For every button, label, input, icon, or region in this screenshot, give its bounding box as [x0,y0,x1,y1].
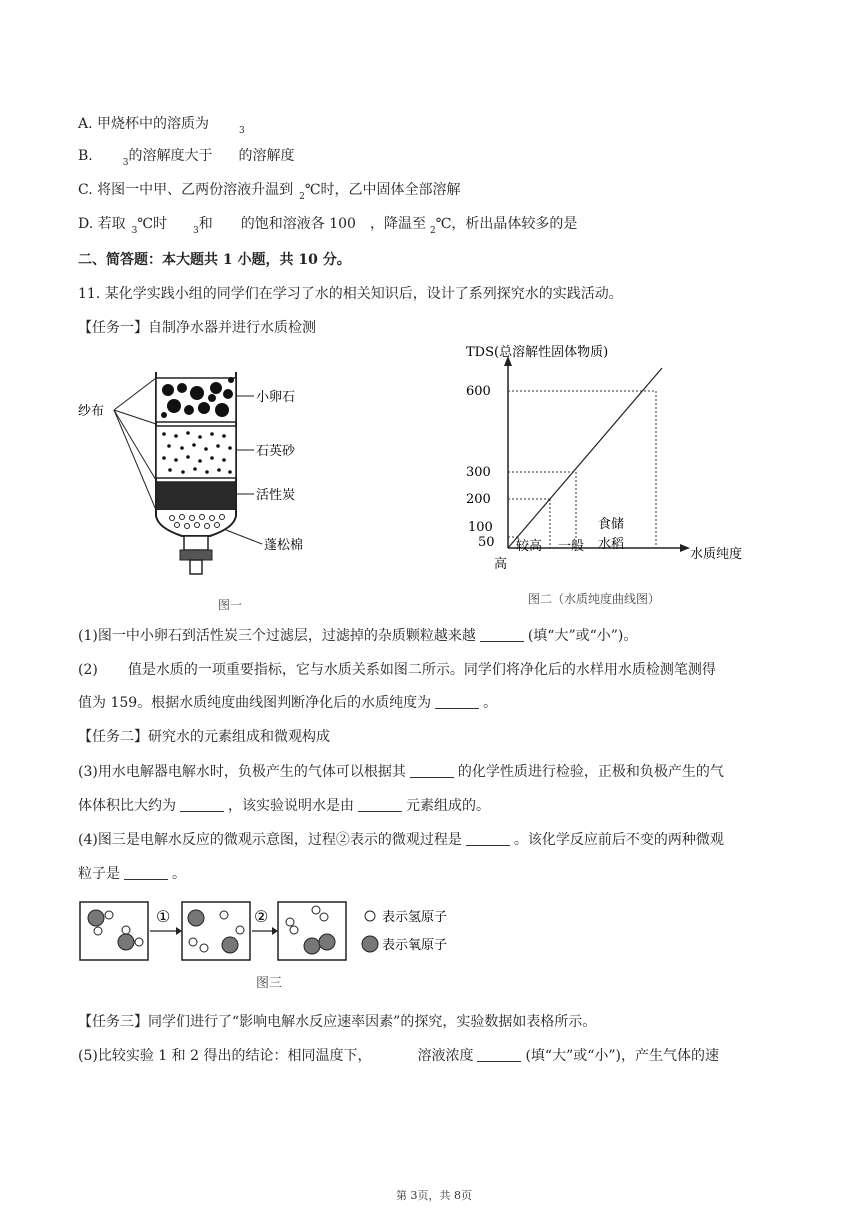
question-2-line-2 [78,693,497,713]
tick-300: 300 [466,465,491,480]
subscript: 3 [122,158,129,168]
option-d-text: ℃时 [137,216,168,232]
q3-text: (3)用水电解器电解水时，负极产生的气体可以根据其 [78,764,406,780]
option-b-label: B. [78,148,93,164]
answer-blank[interactable] [180,797,224,812]
label-carbon: 活性炭 [256,488,296,503]
q5-text-end: (填“大”或“小”)，产生气体的速 [525,1048,720,1064]
question-4 [78,830,724,850]
option-c [78,180,461,202]
q2-text: 值是水质的一项重要指标，它与水质关系如图二所示。同学们将净化后的水样用水质检测笔测得 [127,662,716,678]
answer-blank[interactable] [480,627,524,642]
task-1-heading: 【任务一】自制净水器并进行水质检测 [78,320,316,336]
figure-1-caption: 图一 [218,598,243,612]
subscript: 2 [429,226,436,236]
q3-text-2: 体体积比大约为 [78,798,176,814]
figure-2-caption: 图二（水质纯度曲线图） [528,592,661,606]
question-5 [78,1046,719,1066]
label-pebble: 小卵石 [256,390,296,405]
option-b [78,146,294,168]
question-1 [78,626,637,646]
answer-blank[interactable] [477,1047,521,1062]
zone-food-line1: 食储 [598,517,625,532]
q3-text-end: 元素组成的。 [406,798,490,814]
option-d [78,214,577,236]
q3-text-3: ，该实验说明水是由 [228,798,354,814]
legend-oxygen: 表示氧原子 [382,938,448,953]
figure-2-tds-chart [460,342,780,582]
tick-50: 50 [478,535,495,550]
option-c-text: C. 将图一中甲、乙两份溶液升温到 [78,182,294,198]
tick-100: 100 [468,520,493,535]
page-footer: 第 3页，共 8页 [396,1189,472,1202]
q4-text: (4)图三是电解水反应的微观示意图，过程②表示的微观过程是 [78,832,462,848]
answer-blank[interactable] [466,831,510,846]
q1-text-end: (填“大”或“小”)。 [527,628,638,644]
option-d-text: 的饱和溶液各 100 [240,216,356,232]
legend-hydrogen: 表示氢原子 [382,910,448,925]
answer-blank[interactable] [358,797,402,812]
option-d-text-end: ℃，析出晶体较多的是 [435,216,578,232]
question-3 [78,762,724,782]
subscript: 3 [239,126,245,136]
subscript: 2 [299,192,305,202]
subscript: 3 [131,226,138,236]
option-b-text: 的溶解度大于 [128,148,213,164]
zone-higher: 较高 [516,539,543,554]
oxygen-atom-icon [362,936,378,952]
figure-1-water-filter [76,360,366,592]
q4-text-2: 粒子是 [78,866,120,882]
subscript: 3 [193,226,199,236]
q5-text: (5)比较实验 1 和 2 得出的结论：相同温度下， [78,1048,372,1064]
question-4-line-2 [78,864,186,884]
option-a [78,114,245,136]
tick-200: 200 [466,492,491,507]
y-axis-label: TDS(总溶解性固体物质) [466,345,609,360]
answer-blank[interactable] [435,694,479,709]
hydrogen-atom-icon [365,911,375,921]
task-3-heading: 【任务三】同学们进行了“影响电解水反应速率因素”的探究，实验数据如表格所示。 [78,1014,597,1030]
label-sand: 石英砂 [256,444,296,459]
step-1-label: ① [156,907,171,926]
figure-3-caption: 图三 [256,976,283,991]
figure-3-micro-diagram [78,898,478,966]
tick-600: 600 [466,384,491,399]
answer-blank[interactable] [410,763,454,778]
q4-text-end: 。该化学反应前后不变的两种微观 [513,832,724,848]
option-b-text-end: 的溶解度 [238,148,295,164]
label-gauze: 纱布 [78,404,105,419]
answer-blank[interactable] [124,865,168,880]
tds-line [508,368,662,548]
q1-text: (1)图一中小卵石到活性炭三个过滤层，过滤掉的杂质颗粒越来越 [78,628,476,644]
q2-text-2: 值为 159。根据水质纯度曲线图判断净化后的水质纯度为 [78,695,432,711]
option-d-text: 和 [198,216,213,232]
question-11: 11. 某化学实践小组的同学们在学习了水的相关知识后，设计了系列探究水的实践活动。 [78,286,623,302]
zone-high: 高 [494,557,508,572]
option-d-label: D. 若取 [78,216,126,232]
step-2-label: ② [254,907,269,926]
option-c-text-end: ℃时，乙中固体全部溶解 [304,182,461,198]
q2-label: (2) [78,662,98,678]
question-2 [78,660,716,680]
zone-food-line2: 水稻 [598,537,625,552]
q3-text-end: 的化学性质进行检验，正极和负极产生的气 [457,764,724,780]
zone-normal: 一般 [558,539,585,554]
q2-text-end: 。 [483,695,498,711]
option-d-text: ，降温至 [369,216,426,232]
x-axis-label: 水质纯度 [690,547,743,562]
q4-text-end: 。 [172,866,186,882]
q5-text-2: 溶液浓度 [417,1048,474,1064]
question-3-line-2 [78,796,490,816]
label-cotton: 蓬松棉 [264,538,304,553]
section-heading: 二、简答题：本大题共 1 小题，共 10 分。 [78,252,351,268]
task-2-heading: 【任务二】研究水的元素组成和微观构成 [78,729,330,745]
option-a-text: A. 甲烧杯中的溶质为 [78,116,210,132]
